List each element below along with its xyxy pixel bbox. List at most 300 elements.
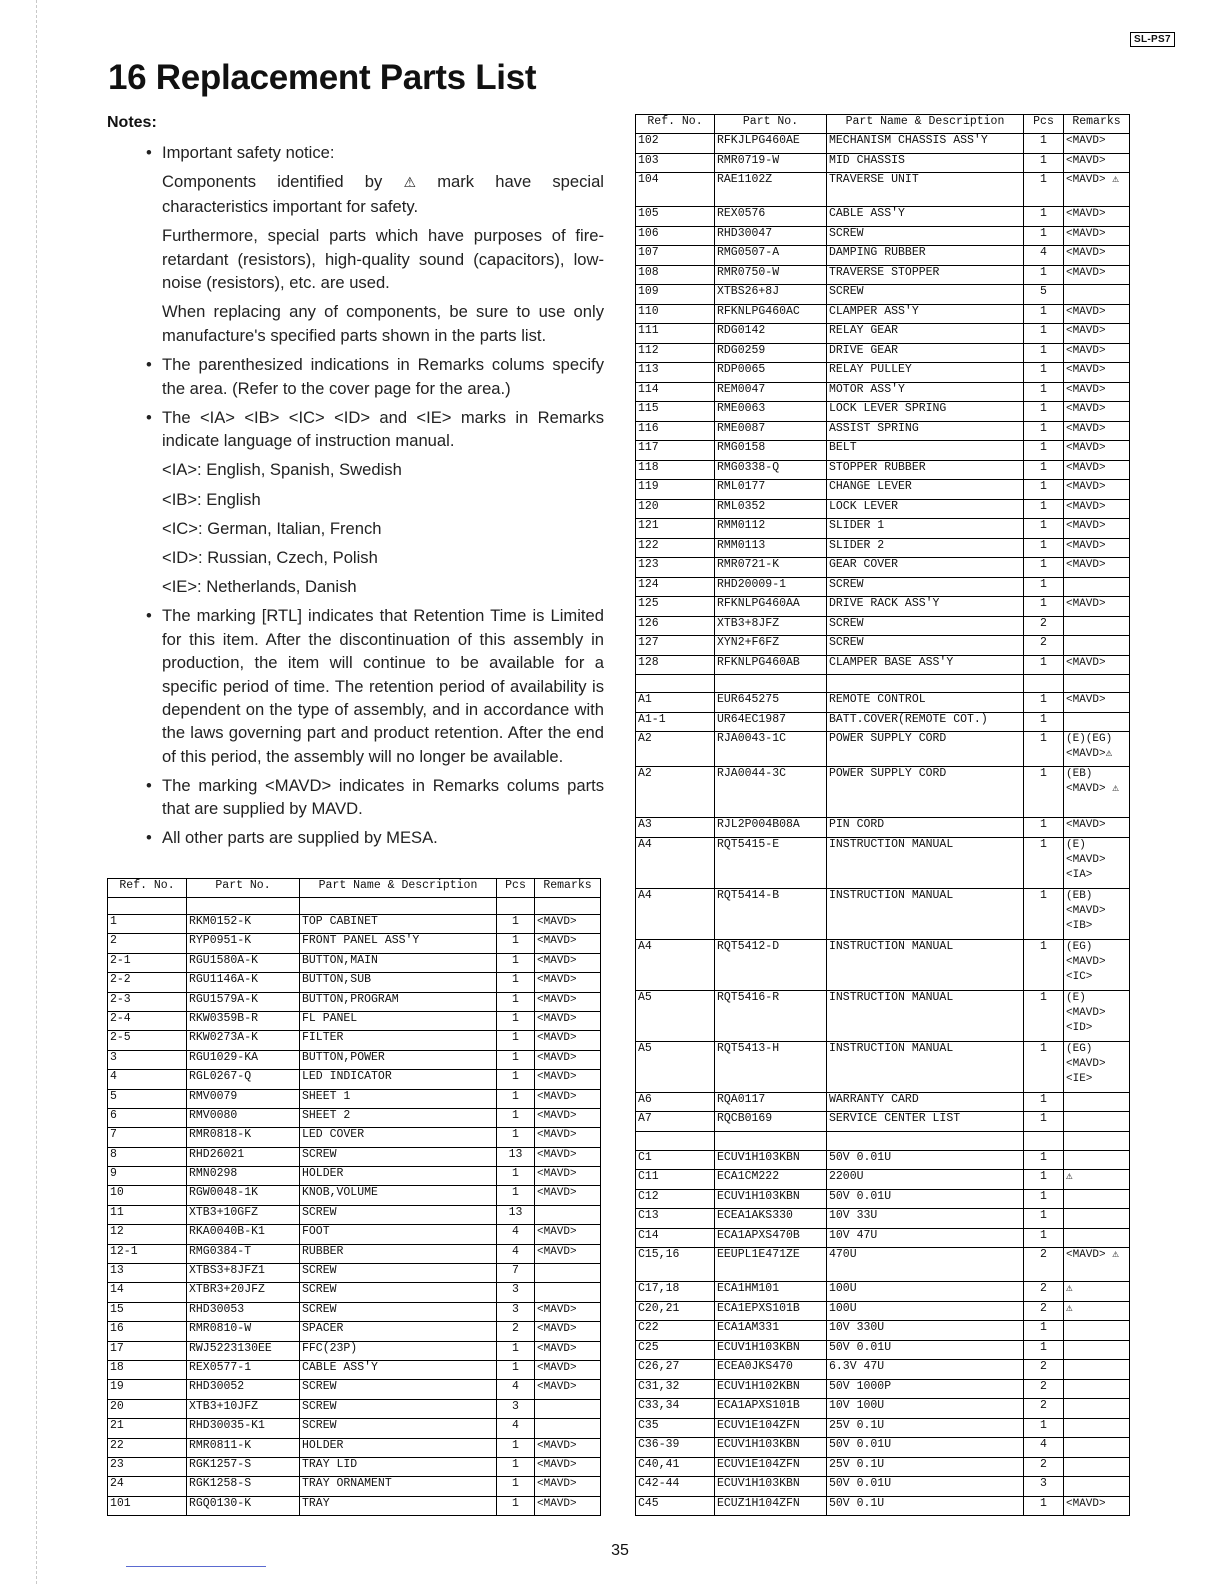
- ref-no: C1: [636, 1150, 715, 1170]
- pcs: 1: [497, 1089, 535, 1108]
- table-row: [636, 597, 1130, 617]
- table-row: [636, 732, 1130, 767]
- table-row: [108, 1011, 601, 1030]
- table-row: [108, 1457, 601, 1476]
- pcs: 1: [1024, 1496, 1064, 1516]
- part-no: REX0576: [715, 207, 827, 227]
- part-no: ECEA0JKS470: [715, 1360, 827, 1380]
- part-no: RJA0044-3C: [715, 767, 827, 818]
- part-name: SCREW: [300, 1380, 497, 1399]
- table-row: [636, 441, 1130, 461]
- ref-no: 1: [108, 915, 187, 934]
- part-name: LED INDICATOR: [300, 1070, 497, 1089]
- remarks: (E) <MAVD> <IA>: [1064, 837, 1130, 888]
- part-name: SPACER: [300, 1322, 497, 1341]
- ref-no: 110: [636, 304, 715, 324]
- pcs: 2: [1024, 1282, 1064, 1302]
- parts-table-right-body: [636, 134, 1130, 1516]
- remarks: [1064, 1150, 1130, 1170]
- part-name: 100U: [827, 1301, 1024, 1321]
- part-no: RMM0112: [715, 519, 827, 539]
- pcs: [1024, 675, 1064, 693]
- pcs: 2: [1024, 1379, 1064, 1399]
- remarks: <MAVD>: [535, 1031, 601, 1050]
- part-no: RFKNLPG460AA: [715, 597, 827, 617]
- remarks: [1064, 1399, 1130, 1419]
- remarks: <MAVD>: [535, 1360, 601, 1379]
- table-row: [636, 818, 1130, 838]
- ref-no: C42-44: [636, 1477, 715, 1497]
- part-no: XTBS3+8JFZ1: [187, 1264, 300, 1283]
- ref-no: 23: [108, 1457, 187, 1476]
- table-row: [636, 1228, 1130, 1248]
- ref-no: A2: [636, 767, 715, 818]
- remarks: <MAVD>: [1064, 304, 1130, 324]
- table-row: [108, 1031, 601, 1050]
- part-name: REMOTE CONTROL: [827, 693, 1024, 713]
- part-name: 25V 0.1U: [827, 1418, 1024, 1438]
- table-row: [636, 382, 1130, 402]
- table-row: [636, 655, 1130, 675]
- part-no: RML0352: [715, 499, 827, 519]
- pcs: 1: [1024, 519, 1064, 539]
- ref-no: [636, 1131, 715, 1150]
- part-name: 10V 33U: [827, 1209, 1024, 1229]
- part-no: ECUZ1H104ZFN: [715, 1496, 827, 1516]
- ref-no: 109: [636, 285, 715, 305]
- part-name: BELT: [827, 441, 1024, 461]
- remarks: <MAVD>: [535, 1244, 601, 1263]
- ref-no: 2-5: [108, 1031, 187, 1050]
- ref-no: C40,41: [636, 1457, 715, 1477]
- pcs: 1: [497, 1011, 535, 1030]
- part-name: LOCK LEVER SPRING: [827, 402, 1024, 422]
- bullet: •: [146, 143, 152, 162]
- ref-no: 104: [636, 173, 715, 207]
- remarks: [1064, 1360, 1130, 1380]
- part-name: TRAY LID: [300, 1457, 497, 1476]
- part-name: 100U: [827, 1282, 1024, 1302]
- ref-no: 13: [108, 1264, 187, 1283]
- ref-no: 127: [636, 636, 715, 656]
- remarks: <MAVD>: [535, 1457, 601, 1476]
- pcs: 1: [497, 1031, 535, 1050]
- pcs: 1: [1024, 538, 1064, 558]
- ref-no: C17,18: [636, 1282, 715, 1302]
- pcs: 1: [1024, 1209, 1064, 1229]
- bullet: •: [146, 828, 152, 848]
- part-name: RUBBER: [300, 1244, 497, 1263]
- pcs: 1: [1024, 1321, 1064, 1341]
- part-no: RHD26021: [187, 1147, 300, 1166]
- ref-no: 16: [108, 1322, 187, 1341]
- ref-no: A3: [636, 818, 715, 838]
- ref-no: 10: [108, 1186, 187, 1205]
- safety-text-1b: mark have special characteristics important for safety.: [162, 172, 604, 216]
- table-row: [108, 1070, 601, 1089]
- pcs: 1: [497, 1070, 535, 1089]
- remarks: [1064, 1189, 1130, 1209]
- ref-no: 101: [108, 1496, 187, 1515]
- part-no: RKW0273A-K: [187, 1031, 300, 1050]
- ref-no: A7: [636, 1112, 715, 1132]
- part-no: RML0177: [715, 480, 827, 500]
- part-no: ECUV1H103KBN: [715, 1438, 827, 1458]
- pcs: 1: [1024, 837, 1064, 888]
- part-name: SCREW: [300, 1302, 497, 1321]
- part-name: SLIDER 1: [827, 519, 1024, 539]
- remarks: <MAVD>: [535, 1322, 601, 1341]
- part-name: SCREW: [300, 1264, 497, 1283]
- ref-no: 24: [108, 1477, 187, 1496]
- remarks: <MAVD>: [535, 1108, 601, 1127]
- pcs: 1: [1024, 558, 1064, 578]
- remarks: [535, 898, 601, 915]
- part-no: RJA0043-1C: [715, 732, 827, 767]
- pcs: 7: [497, 1264, 535, 1283]
- remarks: [1064, 1438, 1130, 1458]
- ref-no: C36-39: [636, 1438, 715, 1458]
- bullet: •: [146, 407, 152, 427]
- remarks: <MAVD>: [535, 953, 601, 972]
- table-row: [636, 480, 1130, 500]
- pcs: 1: [1024, 888, 1064, 939]
- pcs: 2: [1024, 1301, 1064, 1321]
- part-no: RKW0359B-R: [187, 1011, 300, 1030]
- ref-no: C35: [636, 1418, 715, 1438]
- header-pcs: Pcs: [1024, 115, 1064, 134]
- pcs: 1: [497, 1496, 535, 1515]
- remarks: <MAVD>: [535, 1302, 601, 1321]
- pcs: 1: [1024, 226, 1064, 246]
- remarks: [1064, 1418, 1130, 1438]
- remarks: (EG) <MAVD> <IE>: [1064, 1041, 1130, 1092]
- remarks: [1064, 1209, 1130, 1229]
- header-pcs: Pcs: [497, 879, 535, 898]
- pcs: 1: [1024, 153, 1064, 173]
- remarks: <MAVD>: [1064, 265, 1130, 285]
- remarks: <MAVD>: [535, 1477, 601, 1496]
- table-row: [108, 1244, 601, 1263]
- table-row: [636, 837, 1130, 888]
- remarks: <MAVD>: [535, 1011, 601, 1030]
- header-part: Part No.: [715, 115, 827, 134]
- ref-no: C15,16: [636, 1248, 715, 1282]
- ref-no: A1: [636, 693, 715, 713]
- ref-no: C26,27: [636, 1360, 715, 1380]
- table-row: [108, 1225, 601, 1244]
- part-name: INSTRUCTION MANUAL: [827, 1041, 1024, 1092]
- ref-no: C31,32: [636, 1379, 715, 1399]
- note-safety: [146, 141, 604, 347]
- table-row: [636, 636, 1130, 656]
- part-name: 50V 1000P: [827, 1379, 1024, 1399]
- table-row: [636, 712, 1130, 732]
- pcs: 1: [1024, 324, 1064, 344]
- table-row: [108, 1050, 601, 1069]
- remarks: <MAVD>: [535, 1089, 601, 1108]
- part-no: RMR0818-K: [187, 1128, 300, 1147]
- language-ia: <IA>: English, Spanish, Swedish: [162, 460, 402, 480]
- pcs: 1: [1024, 712, 1064, 732]
- ref-no: 12: [108, 1225, 187, 1244]
- part-name: PIN CORD: [827, 818, 1024, 838]
- ref-no: 2-4: [108, 1011, 187, 1030]
- part-name: 6.3V 47U: [827, 1360, 1024, 1380]
- part-no: RWJ5223130EE: [187, 1341, 300, 1360]
- language-ic: <IC>: German, Italian, French: [162, 518, 382, 538]
- ref-no: C11: [636, 1170, 715, 1190]
- remarks: <MAVD>: [535, 1147, 601, 1166]
- remarks: [535, 1205, 601, 1224]
- notes-heading: Notes:: [107, 114, 157, 131]
- part-name: INSTRUCTION MANUAL: [827, 939, 1024, 990]
- ref-no: 121: [636, 519, 715, 539]
- part-no: RHD30052: [187, 1380, 300, 1399]
- pcs: 1: [1024, 767, 1064, 818]
- part-no: RGK1258-S: [187, 1477, 300, 1496]
- ref-no: 126: [636, 616, 715, 636]
- part-no: ECUV1E104ZFN: [715, 1418, 827, 1438]
- table-row: [636, 1340, 1130, 1360]
- part-no: ECA1AM331: [715, 1321, 827, 1341]
- pcs: 1: [497, 1457, 535, 1476]
- pcs: 2: [1024, 1360, 1064, 1380]
- table-row: [636, 577, 1130, 597]
- table-row: [636, 1496, 1130, 1516]
- table-row: [636, 693, 1130, 713]
- part-name: BUTTON,MAIN: [300, 953, 497, 972]
- remarks: <MAVD>: [1064, 480, 1130, 500]
- pcs: 1: [1024, 1228, 1064, 1248]
- table-row: [636, 1418, 1130, 1438]
- table-row: [108, 1283, 601, 1302]
- pcs: 13: [497, 1147, 535, 1166]
- remarks: <MAVD>: [535, 1070, 601, 1089]
- pcs: 1: [497, 934, 535, 953]
- part-no: RGU1029-KA: [187, 1050, 300, 1069]
- part-no: RFKNLPG460AB: [715, 655, 827, 675]
- part-name: KNOB,VOLUME: [300, 1186, 497, 1205]
- page-number: 35: [611, 1542, 629, 1559]
- part-no: RHD30047: [715, 226, 827, 246]
- part-no: RDG0142: [715, 324, 827, 344]
- language-ie: <IE>: Netherlands, Danish: [162, 577, 357, 597]
- ref-no: A4: [636, 939, 715, 990]
- part-name: FILTER: [300, 1031, 497, 1050]
- table-row: [108, 915, 601, 934]
- table-row: [636, 1248, 1130, 1282]
- part-name: SERVICE CENTER LIST: [827, 1112, 1024, 1132]
- remarks: [1064, 1477, 1130, 1497]
- part-no: RMR0750-W: [715, 265, 827, 285]
- part-no: ECA1EPXS101B: [715, 1301, 827, 1321]
- remarks: <MAVD>: [535, 1380, 601, 1399]
- part-name: SCREW: [300, 1205, 497, 1224]
- ref-no: 11: [108, 1205, 187, 1224]
- parts-table-right: [635, 114, 1130, 1516]
- part-no: XYN2+F6FZ: [715, 636, 827, 656]
- pcs: 1: [1024, 460, 1064, 480]
- table-row: [636, 1282, 1130, 1302]
- part-name: FRONT PANEL ASS'Y: [300, 934, 497, 953]
- part-name: 10V 100U: [827, 1399, 1024, 1419]
- ref-no: 116: [636, 421, 715, 441]
- part-no: RJL2P004B08A: [715, 818, 827, 838]
- ref-no: 107: [636, 246, 715, 266]
- ref-no: 22: [108, 1438, 187, 1457]
- remarks: (E) <MAVD> <ID>: [1064, 990, 1130, 1041]
- part-name: CABLE ASS'Y: [827, 207, 1024, 227]
- part-no: XTB3+8JFZ: [715, 616, 827, 636]
- part-name: SLIDER 2: [827, 538, 1024, 558]
- pcs: 2: [1024, 636, 1064, 656]
- pcs: 1: [1024, 939, 1064, 990]
- remarks: <MAVD>: [535, 1167, 601, 1186]
- part-name: FL PANEL: [300, 1011, 497, 1030]
- table-row: [108, 1205, 601, 1224]
- footer-rule: [126, 1566, 266, 1567]
- safety-title: Important safety notice:: [162, 143, 335, 162]
- mavd-note: The marking <MAVD> indicates in Remarks colums parts that are supplied by MAVD.: [162, 775, 604, 819]
- pcs: 1: [1024, 173, 1064, 207]
- table-row: [108, 1089, 601, 1108]
- pcs: 2: [1024, 1457, 1064, 1477]
- table-row: [636, 616, 1130, 636]
- remarks: [1064, 1131, 1130, 1150]
- table-row: [636, 343, 1130, 363]
- pcs: 4: [1024, 1438, 1064, 1458]
- table-row: [636, 460, 1130, 480]
- table-row: [636, 558, 1130, 578]
- ref-no: C33,34: [636, 1399, 715, 1419]
- ref-no: 115: [636, 402, 715, 422]
- pcs: 2: [1024, 616, 1064, 636]
- table-row: [636, 1457, 1130, 1477]
- ref-no: 9: [108, 1167, 187, 1186]
- pcs: 2: [497, 1322, 535, 1341]
- part-name: HOLDER: [300, 1167, 497, 1186]
- part-name: LOCK LEVER: [827, 499, 1024, 519]
- part-no: ECUV1H102KBN: [715, 1379, 827, 1399]
- pcs: 1: [1024, 577, 1064, 597]
- part-no: ECUV1H103KBN: [715, 1150, 827, 1170]
- header-part: Part No.: [187, 879, 300, 898]
- part-name: 50V 0.01U: [827, 1150, 1024, 1170]
- table-row: [108, 1341, 601, 1360]
- remarks: (EB) <MAVD> <IB>: [1064, 888, 1130, 939]
- remarks: <MAVD>: [535, 992, 601, 1011]
- remarks: [1064, 1321, 1130, 1341]
- bullet: •: [146, 355, 152, 375]
- remarks: <MAVD>: [1064, 519, 1130, 539]
- table-row: [636, 153, 1130, 173]
- table-row: [636, 1360, 1130, 1380]
- remarks: [1064, 675, 1130, 693]
- part-no: RMG0384-T: [187, 1244, 300, 1263]
- table-row: [636, 888, 1130, 939]
- ref-no: 113: [636, 363, 715, 383]
- remarks: [1064, 636, 1130, 656]
- table-row: [108, 1438, 601, 1457]
- part-no: RDP0065: [715, 363, 827, 383]
- part-name: CABLE ASS'Y: [300, 1360, 497, 1379]
- pcs: 1: [497, 953, 535, 972]
- part-name: MOTOR ASS'Y: [827, 382, 1024, 402]
- part-name: SHEET 2: [300, 1108, 497, 1127]
- part-name: DRIVE RACK ASS'Y: [827, 597, 1024, 617]
- table-row: [636, 939, 1130, 990]
- part-name: 2200U: [827, 1170, 1024, 1190]
- pcs: 1: [497, 915, 535, 934]
- table-row: [108, 934, 601, 953]
- table-row: [108, 1399, 601, 1418]
- table-row: [108, 1167, 601, 1186]
- part-name: [300, 898, 497, 915]
- pcs: 13: [497, 1205, 535, 1224]
- part-no: RMG0158: [715, 441, 827, 461]
- header-name: Part Name & Description: [300, 879, 497, 898]
- remarks: ⚠: [1064, 1170, 1130, 1190]
- safety-text-1a: Components identified by: [162, 172, 383, 192]
- part-no: ECUV1H103KBN: [715, 1340, 827, 1360]
- note-rtl: [146, 604, 604, 768]
- part-name: SCREW: [827, 616, 1024, 636]
- pcs: 1: [1024, 1041, 1064, 1092]
- ref-no: 4: [108, 1070, 187, 1089]
- pcs: 2: [1024, 1399, 1064, 1419]
- part-name: HOLDER: [300, 1438, 497, 1457]
- pcs: 1: [1024, 499, 1064, 519]
- table-row: [636, 1112, 1130, 1132]
- parts-table-left: [107, 878, 601, 1516]
- part-no: RME0063: [715, 402, 827, 422]
- remarks: [1064, 1112, 1130, 1132]
- pcs: 1: [497, 1167, 535, 1186]
- remarks: <MAVD>: [1064, 421, 1130, 441]
- table-row: [636, 538, 1130, 558]
- table-row: [108, 898, 601, 915]
- pcs: 1: [1024, 207, 1064, 227]
- part-name: 50V 0.01U: [827, 1340, 1024, 1360]
- part-no: RMG0507-A: [715, 246, 827, 266]
- pcs: 3: [497, 1283, 535, 1302]
- part-name: MECHANISM CHASSIS ASS'Y: [827, 134, 1024, 154]
- remarks: <MAVD>: [1064, 324, 1130, 344]
- table-row: [636, 1301, 1130, 1321]
- pcs: [497, 898, 535, 915]
- pcs: 5: [1024, 285, 1064, 305]
- pcs: 1: [497, 1128, 535, 1147]
- table-row: [108, 1264, 601, 1283]
- pcs: 3: [1024, 1477, 1064, 1497]
- table-row: [108, 1147, 601, 1166]
- ref-no: C45: [636, 1496, 715, 1516]
- table-row: [636, 1189, 1130, 1209]
- table-row: [636, 675, 1130, 693]
- ref-no: C20,21: [636, 1301, 715, 1321]
- ref-no: 117: [636, 441, 715, 461]
- remarks: <MAVD>: [1064, 538, 1130, 558]
- part-name: INSTRUCTION MANUAL: [827, 990, 1024, 1041]
- part-no: EEUPL1E471ZE: [715, 1248, 827, 1282]
- ref-no: 114: [636, 382, 715, 402]
- ref-no: 5: [108, 1089, 187, 1108]
- part-no: REM0047: [715, 382, 827, 402]
- part-name: [827, 675, 1024, 693]
- header-remarks: Remarks: [535, 879, 601, 898]
- ref-no: 17: [108, 1341, 187, 1360]
